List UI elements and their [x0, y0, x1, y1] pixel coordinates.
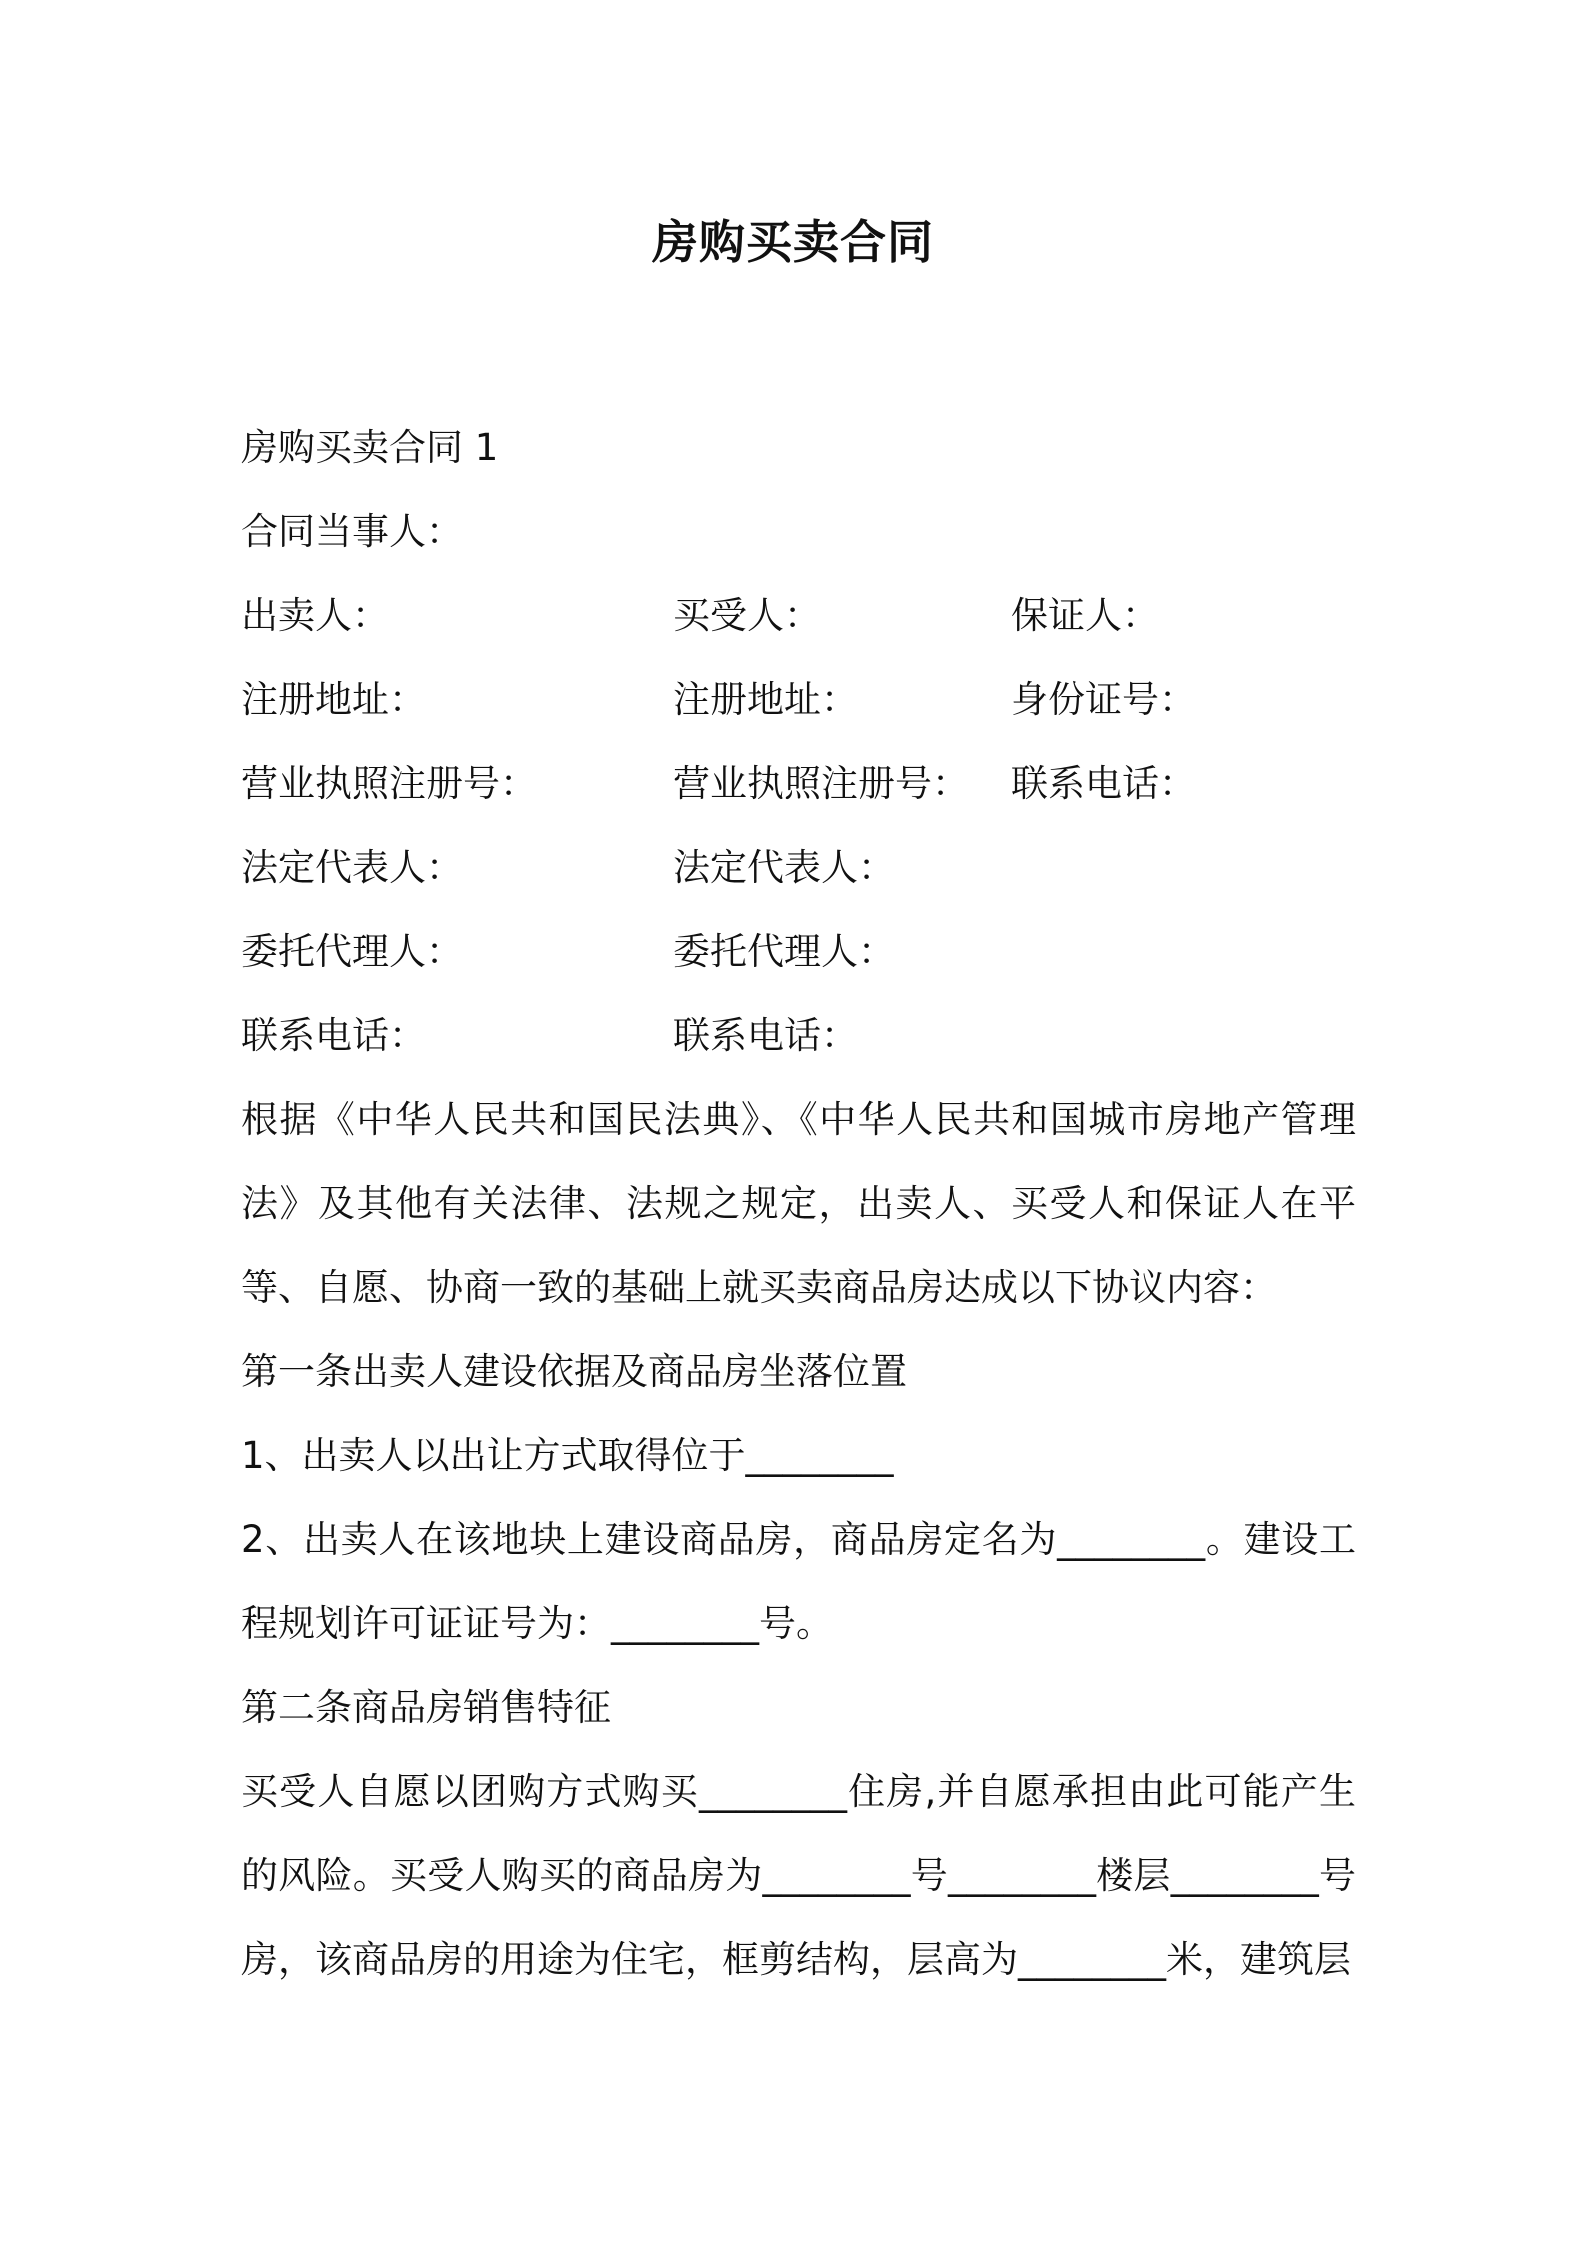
buyer-address-label: 注册地址： [673, 678, 858, 721]
seller-label: 出卖人： [241, 594, 389, 637]
buyer-phone-label: 联系电话： [673, 1014, 858, 1057]
party-row [241, 994, 1356, 1078]
document-body [241, 406, 1356, 2002]
guarantor-id-label: 身份证号： [1011, 678, 1196, 721]
article-1-title: 第一条出卖人建设依据及商品房坐落位置 [241, 1350, 907, 1393]
preamble-paragraph: 根据《中华人民共和国民法典》、《中华人民共和国城市房地产管理法》及其他有关法律、法规之规定，出卖人、买受人和保证人在平等、自愿、协商一致的基础上就买卖商品房达成以下协议内容： [241, 1098, 1356, 1309]
buyer-legal-rep-label: 法定代表人： [673, 846, 895, 889]
seller-license-label: 营业执照注册号： [241, 762, 537, 805]
article-2-title: 第二条商品房销售特征 [241, 1686, 611, 1729]
article-2-paragraph: 买受人自愿以团购方式购买________住房,并自愿承担由此可能产生的风险。买受人购买的商品房为________号________楼层________号房，该商品房的用途为住宅，框剪结构，层高为________米，建筑层 [241, 1770, 1356, 1981]
party-row [241, 742, 1356, 826]
article-1-item-1: 1、出卖人以出让方式取得位于________ [241, 1434, 894, 1477]
parties-label: 合同当事人： [241, 510, 463, 553]
document-title: 房购买卖合同 [652, 215, 934, 269]
buyer-label: 买受人： [673, 594, 821, 637]
article-1-item-2: 2、出卖人在该地块上建设商品房，商品房定名为________。建设工程规划许可证证号为：________号。 [241, 1518, 1356, 1645]
buyer-license-label: 营业执照注册号： [673, 762, 969, 805]
party-row [241, 910, 1356, 994]
contract-subtitle: 房购买卖合同 1 [241, 426, 499, 469]
seller-legal-rep-label: 法定代表人： [241, 846, 463, 889]
party-row [241, 574, 1356, 658]
seller-address-label: 注册地址： [241, 678, 426, 721]
party-row [241, 826, 1356, 910]
guarantor-phone-label: 联系电话： [1011, 762, 1196, 805]
buyer-agent-label: 委托代理人： [673, 930, 895, 973]
seller-phone-label: 联系电话： [241, 1014, 426, 1057]
seller-agent-label: 委托代理人： [241, 930, 463, 973]
guarantor-label: 保证人： [1011, 594, 1159, 637]
party-row [241, 658, 1356, 742]
